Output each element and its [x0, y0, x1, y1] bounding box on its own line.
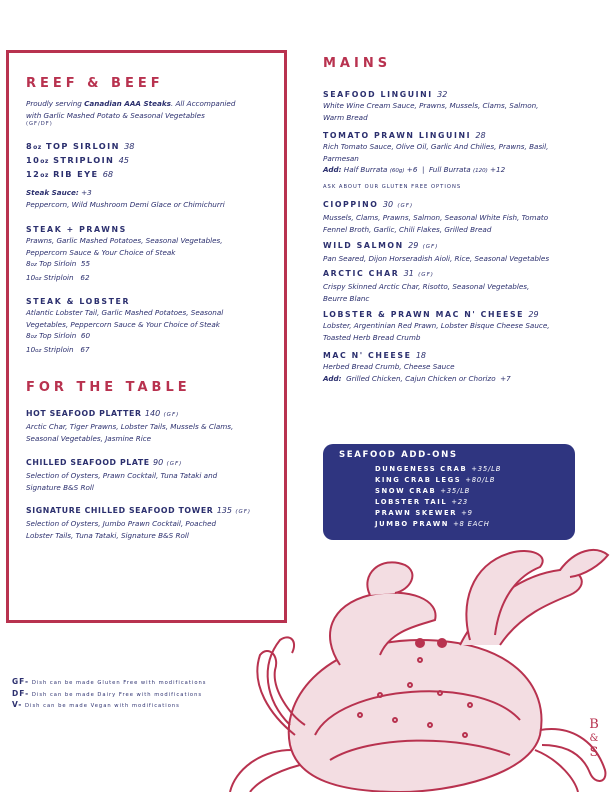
main-item: ARCTIC CHAR 31 (GF) Crispy Skinned Arctic Char, Risotto, Seasonal Vegetables, Beurre Blanc — [323, 269, 530, 303]
main-item: TOMATO PRAWN LINGUINI 28 Rich Tomato Sauce, Olive Oil, Garlic And Chilies, Prawns, Basil, Parmesan Add: Half Burrata (60g) +6 | Full Burrata (120) +12 — [323, 131, 549, 175]
addon-item: DUNGENESS CRAB +35/LB — [375, 465, 502, 473]
reef-beef-title: REEF & BEEF — [26, 76, 164, 91]
main-item: WILD SALMON 29 (GF) Pan Seared, Dijon Horseradish Aioli, Rice, Seasonal Vegetables — [323, 241, 550, 263]
table-item: SIGNATURE CHILLED SEAFOOD TOWER 135 (GF) Selection of Oysters, Jumbo Prawn Cocktail, Poached Lobster Tails, Tuna Tataki, Signature B&S Roll — [26, 506, 252, 540]
addon-item: LOBSTER TAIL +23 — [375, 498, 468, 506]
steak-item: 12oz RIB EYE 68 — [26, 169, 114, 179]
legend-row: GF- Dish can be made Gluten Free with modifications — [12, 677, 207, 686]
addon-item: SNOW CRAB +35/LB — [375, 487, 471, 495]
mains-title: MAINS — [323, 56, 392, 71]
addon-item: KING CRAB LEGS +80/LB — [375, 476, 496, 484]
legend-row: DF- Dish can be made Dairy Free with modifications — [12, 688, 203, 698]
legend-row: V- Dish can be made Vegan with modifications — [12, 700, 180, 709]
steak-item: 10oz STRIPLOIN 45 — [26, 155, 129, 165]
addon-item: PRAWN SKEWER +9 — [375, 509, 473, 517]
crab-illustration — [220, 545, 612, 792]
for-table-title: FOR THE TABLE — [26, 380, 191, 395]
dietary-legend — [12, 677, 206, 712]
table-item: HOT SEAFOOD PLATTER 140 (GF) Arctic Char, Tiger Prawns, Lobster Tails, Mussels & Clams, Seasonal Vegetables, Jasmine Rice — [26, 409, 234, 443]
main-item: SEAFOOD LINGUINI 32 White Wine Cream Sauce, Prawns, Mussels, Clams, Salmon, Warm Bread — [323, 90, 539, 122]
main-item: MAC N' CHEESE 18 Herbed Bread Crumb, Cheese Sauce Add: Grilled Chicken, Cajun Chicken or Chorizo +7 — [323, 351, 511, 383]
intro-line2: with Garlic Mashed Potato & Seasonal Vegetables — [26, 110, 205, 120]
gluten-free-note: ASK ABOUT OUR GLUTEN FREE OPTIONS — [323, 184, 462, 190]
addons-list — [375, 464, 501, 530]
addon-item: JUMBO PRAWN +8 EACH — [375, 520, 490, 528]
seafood-addons-box — [323, 444, 575, 540]
reef-beef-intro — [26, 98, 281, 127]
addons-title: SEAFOOD ADD-ONS — [339, 450, 458, 460]
main-item: LOBSTER & PRAWN MAC N' CHEESE 29 Lobster, Argentinian Red Prawn, Lobster Bisque Cheese Sauce, Toasted Herb Bread Crumb — [323, 310, 550, 342]
main-item: CIOPPINO 30 (GF) Mussels, Clams, Prawns, Salmon, Seasonal White Fish, Tomato Fennel Broth, Garlic, Chili Flakes, Grilled Bread — [323, 200, 549, 234]
bs-logo: B & S — [589, 717, 599, 760]
intro-text-post: . All Accompanied — [170, 99, 236, 108]
intro-tags: (GF/DF) — [26, 121, 53, 128]
steak-lobster-item: STEAK & LOBSTER Atlantic Lobster Tail, Garlic Mashed Potatoes, Seasonal Vegetables, Peppercorn Sauce & Your Choice of Steak 8oz Top Sirloin 60 10oz Striploin 67 — [26, 297, 224, 354]
intro-text: Proudly serving — [26, 99, 85, 108]
steak-item: 8oz TOP SIRLOIN 38 — [26, 141, 135, 151]
steak-list — [26, 140, 281, 182]
steak-sauce: Steak Sauce: +3 Peppercorn, Wild Mushroom Demi Glace or Chimichurri — [26, 188, 225, 209]
table-item: CHILLED SEAFOOD PLATE 90 (GF) Selection of Oysters, Prawn Cocktail, Tuna Tataki and Signature B&S Roll — [26, 458, 218, 492]
steak-prawns-item: STEAK + PRAWNS Prawns, Garlic Mashed Potatoes, Seasonal Vegetables, Peppercorn Sauce & Your Choice of Steak 8oz Top Sirloin 55 10oz Striploin 62 — [26, 225, 223, 282]
intro-bold: Canadian AAA Steaks — [84, 99, 171, 108]
